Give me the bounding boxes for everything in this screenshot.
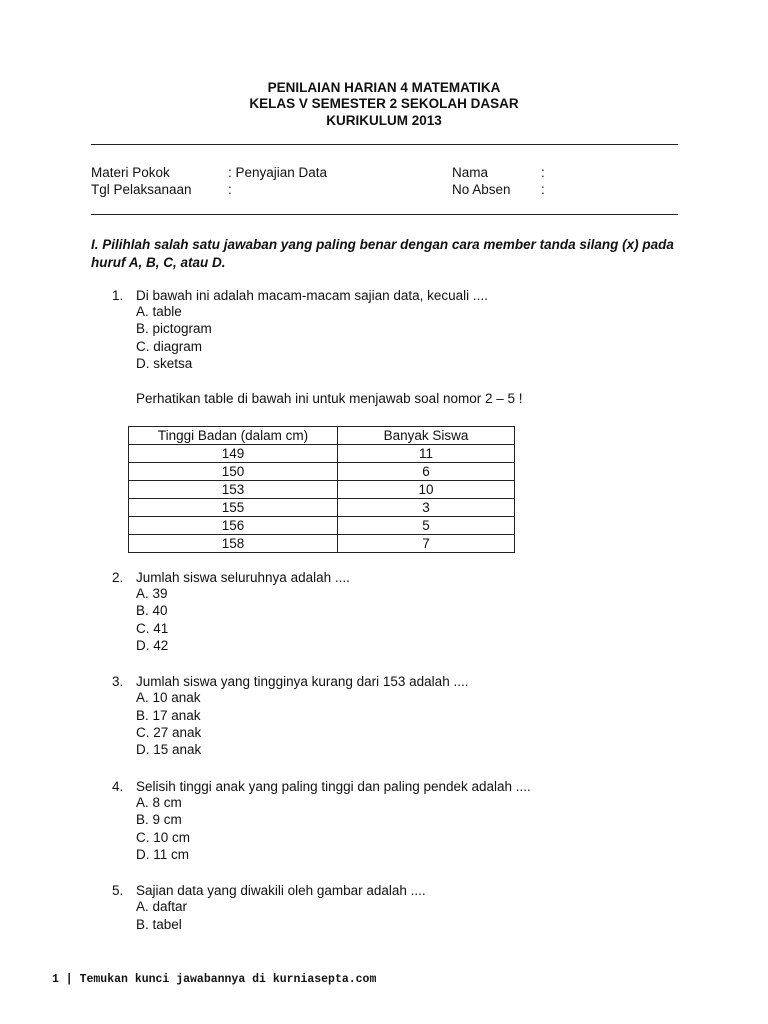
option: A. daftar bbox=[136, 899, 188, 914]
option: B. 40 bbox=[136, 603, 168, 618]
table-intro: Perhatikan table di bawah ini untuk menjawab soal nomor 2 – 5 ! bbox=[136, 391, 523, 406]
absen-value: : bbox=[541, 182, 545, 197]
table-cell: 153 bbox=[129, 481, 338, 499]
option: C. 27 anak bbox=[136, 725, 202, 740]
table-row bbox=[129, 517, 515, 535]
materi-value: : Penyajian Data bbox=[228, 165, 328, 180]
absen-label: No Absen bbox=[452, 182, 511, 197]
table-cell: 150 bbox=[129, 463, 338, 481]
table-row bbox=[129, 481, 515, 499]
question-text: Selisih tinggi anak yang paling tinggi dan paling pendek adalah .... bbox=[136, 779, 531, 794]
option: A. 8 cm bbox=[136, 795, 182, 810]
question-number: 3. bbox=[112, 674, 124, 689]
option: B. tabel bbox=[136, 917, 182, 932]
option: B. 9 cm bbox=[136, 812, 182, 827]
table-cell: 156 bbox=[129, 517, 338, 535]
question-number: 2. bbox=[112, 570, 124, 585]
question-text: Sajian data yang diwakili oleh gambar adalah .... bbox=[136, 883, 426, 898]
divider-bottom bbox=[91, 214, 678, 215]
nama-value: : bbox=[541, 165, 545, 180]
table-cell: 5 bbox=[338, 517, 515, 535]
option: B. pictogram bbox=[136, 321, 212, 336]
option: C. 41 bbox=[136, 621, 169, 636]
option: A. 10 anak bbox=[136, 690, 201, 705]
column-header: Banyak Siswa bbox=[338, 427, 515, 445]
option: B. 17 anak bbox=[136, 708, 201, 723]
table-cell: 3 bbox=[338, 499, 515, 517]
option: D. 42 bbox=[136, 638, 169, 653]
materi-label: Materi Pokok bbox=[91, 165, 170, 180]
table-row bbox=[129, 499, 515, 517]
height-table bbox=[128, 426, 515, 553]
table-cell: 149 bbox=[129, 445, 338, 463]
title-line-3: KURIKULUM 2013 bbox=[326, 113, 442, 128]
question-text: Jumlah siswa yang tingginya kurang dari 153 adalah .... bbox=[136, 674, 469, 689]
title-line-1: PENILAIAN HARIAN 4 MATEMATIKA bbox=[267, 80, 501, 95]
divider-top bbox=[91, 144, 678, 145]
option: A. 39 bbox=[136, 586, 168, 601]
tgl-label: Tgl Pelaksanaan bbox=[91, 182, 192, 197]
column-header: Tinggi Badan (dalam cm) bbox=[129, 427, 338, 445]
question-number: 5. bbox=[112, 883, 124, 898]
question-text: Di bawah ini adalah macam-macam sajian data, kecuali .... bbox=[136, 288, 488, 303]
question-text: Jumlah siswa seluruhnya adalah .... bbox=[136, 570, 350, 585]
table-row bbox=[129, 463, 515, 481]
question-number: 4. bbox=[112, 779, 124, 794]
question-number: 1. bbox=[112, 288, 124, 303]
table-row bbox=[129, 535, 515, 553]
tgl-value: : bbox=[228, 182, 232, 197]
table-cell: 6 bbox=[338, 463, 515, 481]
page-footer: 1 | Temukan kunci jawabannya di kurniasepta.com bbox=[52, 973, 377, 986]
option: D. 15 anak bbox=[136, 742, 202, 757]
table-header-row bbox=[129, 427, 515, 445]
table-cell: 155 bbox=[129, 499, 338, 517]
table-row bbox=[129, 445, 515, 463]
nama-label: Nama bbox=[452, 165, 489, 180]
table-cell: 10 bbox=[338, 481, 515, 499]
table-cell: 158 bbox=[129, 535, 338, 553]
title-line-2: KELAS V SEMESTER 2 SEKOLAH DASAR bbox=[249, 96, 519, 111]
table-cell: 7 bbox=[338, 535, 515, 553]
instruction: I. Pilihlah salah satu jawaban yang paling benar dengan cara member tanda silang (x) pada huruf A, B, C, atau D. bbox=[91, 237, 674, 270]
option: C. 10 cm bbox=[136, 830, 191, 845]
option: D. sketsa bbox=[136, 356, 193, 371]
option: D. 11 cm bbox=[136, 847, 190, 862]
table-cell: 11 bbox=[338, 445, 515, 463]
option: C. diagram bbox=[136, 339, 203, 354]
option: A. table bbox=[136, 304, 182, 319]
